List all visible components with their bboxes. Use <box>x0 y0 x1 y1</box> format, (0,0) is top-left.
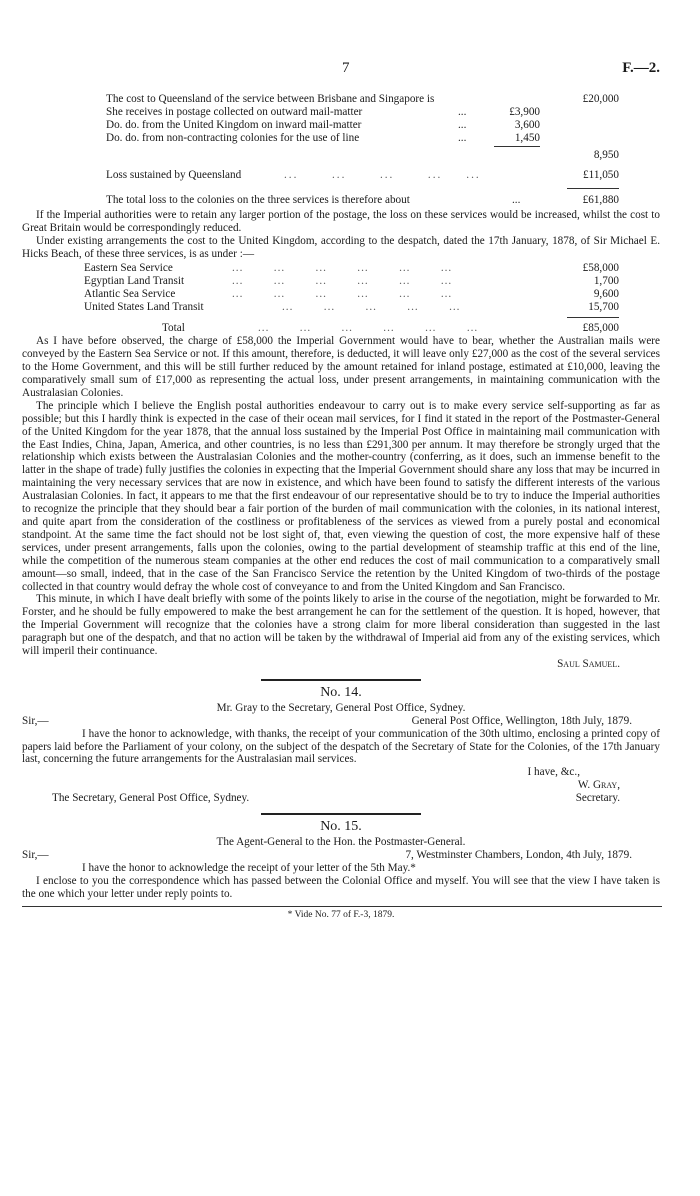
cost-total-row: The total loss to the colonies on the three services is therefore about ... £61,880 <box>106 194 619 207</box>
letter-recipient: The Secretary, General Post Office, Sydney. <box>52 792 250 805</box>
cost-loss-row: Loss sustained by Queensland ... ... ... ... ... £11,050 <box>106 169 619 182</box>
footnote: * Vide No. 77 of F.-3, 1879. <box>287 910 395 921</box>
cost-row: The cost to Queensland of the service between Brisbane and Singapore is £20,000 <box>106 93 619 105</box>
cost-subtotal-row: 8,950 <box>593 148 619 161</box>
paragraph: As I have before observed, the charge of £58,000 the Imperial Government would have to bear, whether the Australian mails were conveyed by the Eastern Sea Service or not. If this amount, therefore, is deducted, it will leave only £27,000 as the cost of the several services to the Home Government, and this will be still further reduced by the amount retained for inland postage, estimated at £10,000, leaving the comparatively small sum of £17,000 as representing the actual loss, under present arrangements, in maintaining communication with the Australasian Colonies. <box>22 335 660 399</box>
salutation: Sir,— <box>22 714 49 727</box>
paper-reference: F.—2. <box>622 60 660 76</box>
salutation: Sir,— <box>22 848 49 861</box>
letter-heading: The Agent-General to the Hon. the Postmaster-General. <box>216 835 466 848</box>
paragraph: The principle which I believe the English postal authorities endeavour to carry out is to make every service self-supporting as far as possible; but this I hardly think is expected in the case of their ocean mail services, for I find it stated in the report of the Postmaster-General of the United Kingdom for the year 1878, that the annual loss sustained by the Imperial Post Office in maintaining mail communication with the East Indies, China, Japan, America, and other countries, is no less than £291,300 per annum. It may therefore be strongly urged that the relationship which exists between the Australasian Colonies and the mother-country (conferring, as it does, such an immense benefit to the latter in the shape of trade) fully justifies the colonies in expecting that the Imperial Government should share any loss that may be incurred in maintaining the very necessary services that are now in existence, and which have been found to satisfy the different interests of the various Australasian Colonies. In fact, it appears to me that the first endeavour of our representative should be to try to induce the Imperial authorities to recognize the principle that they should bear a fair portion of the burden of mail communication with the colonies, in its national interest, and quite apart from the consideration of the costliness or profitableness of the services as viewed from a purely postal and economical standpoint. At the same time the fact should not be lost sight of, that, even viewing the question of cost, the more expensive half of these services, under present arrangements, falls upon the colonies, owing to the partial development of steamship traffic at this end of the line, while the competition of the numerous steam companies at the other end reduces the cost of mail communication to a comparatively small amount—so small, indeed, that in the case of the San Francisco Service the retention by the United Kingdom of two-thirds of the postage collected in that country would defray the whole cost of conveyance to and from the United Kingdom and San Francisco. <box>22 399 660 593</box>
service-row: Atlantic Sea Service ... ... ... ... ... ... 9,600 <box>84 287 619 300</box>
letter-closing: I have, &c., <box>527 766 580 779</box>
letter-number: No. 15. <box>320 819 362 835</box>
letter-body: I enclose to you the correspondence which has passed between the Colonial Office and myself. You will see that the view I have taken is the one which your letter under reply points to. <box>22 874 660 900</box>
page-number: 7 <box>342 60 350 76</box>
cost-row: Do. do. from the United Kingdom on inward mail-matter ... 3,600 <box>106 118 540 131</box>
paragraph: This minute, in which I have dealt briefly with some of the points likely to arise in the course of the negotiation, might be forwarded to Mr. Forster, and he should be fully empowered to make the best arrangement he can for the settlement of the question. It is hoped, however, that the Imperial Government will recognize that the colonies have a strong claim for more liberal consideration than suggested in the last paragraph but one of the despatch, and that no action will be taken by the withdrawal of Imperial aid from any of the existing services, which will imperil their continuance. <box>22 593 660 658</box>
service-row: United States Land Transit ... ... ... ... ... 15,700 <box>84 300 619 313</box>
footnote-rule <box>22 906 662 907</box>
letter-heading: Mr. Gray to the Secretary, General Post Office, Sydney. <box>216 701 466 714</box>
letter-address: 7, Westminster Chambers, London, 4th July, 1879. <box>405 848 632 861</box>
letter-signer: W. Gray, <box>577 779 620 792</box>
service-row: Egyptian Land Transit ... ... ... ... ... ... 1,700 <box>84 274 619 287</box>
signer-title: Secretary. <box>575 792 620 805</box>
letter-body: I have the honor to acknowledge the receipt of your letter of the 5th May.* <box>82 861 416 874</box>
services-table <box>22 262 660 335</box>
services-total-row: Total ... ... ... ... ... ... £85,000 <box>162 322 619 335</box>
section-divider <box>261 813 421 815</box>
paragraph: Under existing arrangements the cost to the United Kingdom, according to the despatch, dated the 17th January, 1878, of Sir Michael E. Hicks Beach, of these three services, is as under :— <box>22 235 660 260</box>
section-divider <box>261 679 421 681</box>
letter-number: No. 14. <box>320 684 362 700</box>
letter-body: I have the honor to acknowledge, with thanks, the receipt of your communication of the 30th ultimo, enclosing a printed copy of papers laid before the Parliament of your colony, on the subject of the despatch of the Secretary of State for the Colonies, of the 17th January last, concerning the future arrangements for the Australasian mail services. <box>22 727 660 766</box>
service-row: Eastern Sea Service ... ... ... ... ... ... £58,000 <box>84 261 619 274</box>
signature: Saul Samuel. <box>557 657 620 670</box>
page-body <box>22 93 660 922</box>
cost-table <box>0 93 660 207</box>
cost-row: She receives in postage collected on outward mail-matter ... £3,900 <box>106 105 540 118</box>
letter-14 <box>22 684 660 805</box>
cost-row: Do. do. from non-contracting colonies for the use of line ... 1,450 <box>106 131 540 144</box>
letter-15 <box>22 821 660 900</box>
letter-address: General Post Office, Wellington, 18th July, 1879. <box>411 714 632 727</box>
paragraph: If the Imperial authorities were to retain any larger portion of the postage, the loss on these services would be increased, whilst the cost to Great Britain would be correspondingly reduced. <box>22 209 660 235</box>
